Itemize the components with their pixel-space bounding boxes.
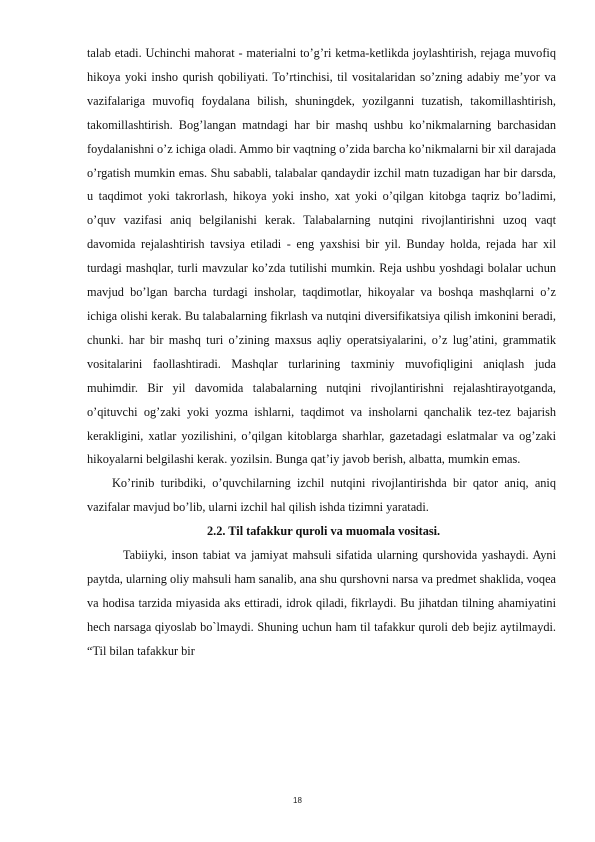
page-number: 18 (293, 796, 302, 805)
document-page (87, 42, 556, 664)
body-paragraph-1: talab etadi. Uchinchi mahorat - materialni to’g’ri ketma-ketlikda joylashtirish, rejaga muvofiq hikoya yoki insho qurish qobiliyati. To’rtinchisi, til vositalaridan so’zning adabiy me’yor va vazifalariga muvofiq foydalana bilish, shuningdek, yozilganni tuzatish, takomillashtirish, takomillashtirish. Bog’langan matndagi har bir mashq ushbu ko’nikmalarning barchasidan foydalanishni o’z ichiga oladi. Ammo bir vaqtning o’zida barcha ko’nikmalarni bir xil darajada o’rgatish mumkin emas. Shu sababli, talabalar qandaydir izchil matn tuzadigan har bir darsda, u taqdimot yoki takrorlash, hikoya yoki insho, xat yoki o’qilgan kitobga taqriz bo’ladimi, o’quv vazifasi aniq belgilanishi kerak. Talabalarning nutqini rivojlantirishni uzoq vaqt davomida rejalashtirish tavsiya etiladi - eng yaxshisi bir yil. Bunday holda, rejada har xil turdagi mashqlar, turli mavzular ko’zda tutilishi mumkin. Reja ushbu yoshdagi bolalar uchun mavjud bo’lgan barcha turdagi insholar, taqdimotlar, hikoyalar va boshqa mashqlarni o’z ichiga olishi kerak. Bu talabalarning fikrlash va nutqini diversifikatsiya qilish imkonini beradi, chunki. har bir mashq turi o’zining maxsus aqliy operatsiyalarini, o’z lug’atini, grammatik vositalarini faollashtiradi. Mashqlar turlarining taxminiy muvofiqligini aniqlash juda muhimdir. Bir yil davomida talabalarning nutqini rivojlantirishni rejalashtirayotganda, o’qituvchi og’zaki yoki yozma ishlarni, taqdimot va insholarni qanchalik tez-tez bajarish kerakligini, xatlar yozilishini, o’qilgan kitoblarga sharhlar, gazetadagi eslatmalar va og’zaki hikoyalarni belgilashi kerak. yozilsin. Bunga qat’iy javob berish, albatta, mumkin emas. (87, 46, 556, 467)
body-paragraph-3: Tabiiyki, inson tabiat va jamiyat mahsuli sifatida ularning qurshovida yashaydi. Ayni paytda, ularning oliy mahsuli ham sanalib, ana shu qurshovni narsa va predmet shaklida, voqea va hodisa tarzida miyasida aks ettiradi, idrok qiladi, fikrlaydi. Bu jihatdan tilning ahamiyatini hech narsaga qiyoslab bo`lmaydi. Shuning uchun ham til tafakkur quroli deb bejiz aytilmaydi. “Til bilan tafakkur bir (87, 548, 556, 658)
section-heading: 2.2. Til tafakkur quroli va muomala vositasi. (207, 524, 441, 539)
body-paragraph-2: Ko’rinib turibdiki, o’quvchilarning izchil nutqini rivojlantirishda bir qator aniq, aniq vazifalar mavjud bo’lib, ularni izchil hal qilish ishda tizimni yaratadi. (87, 476, 556, 515)
